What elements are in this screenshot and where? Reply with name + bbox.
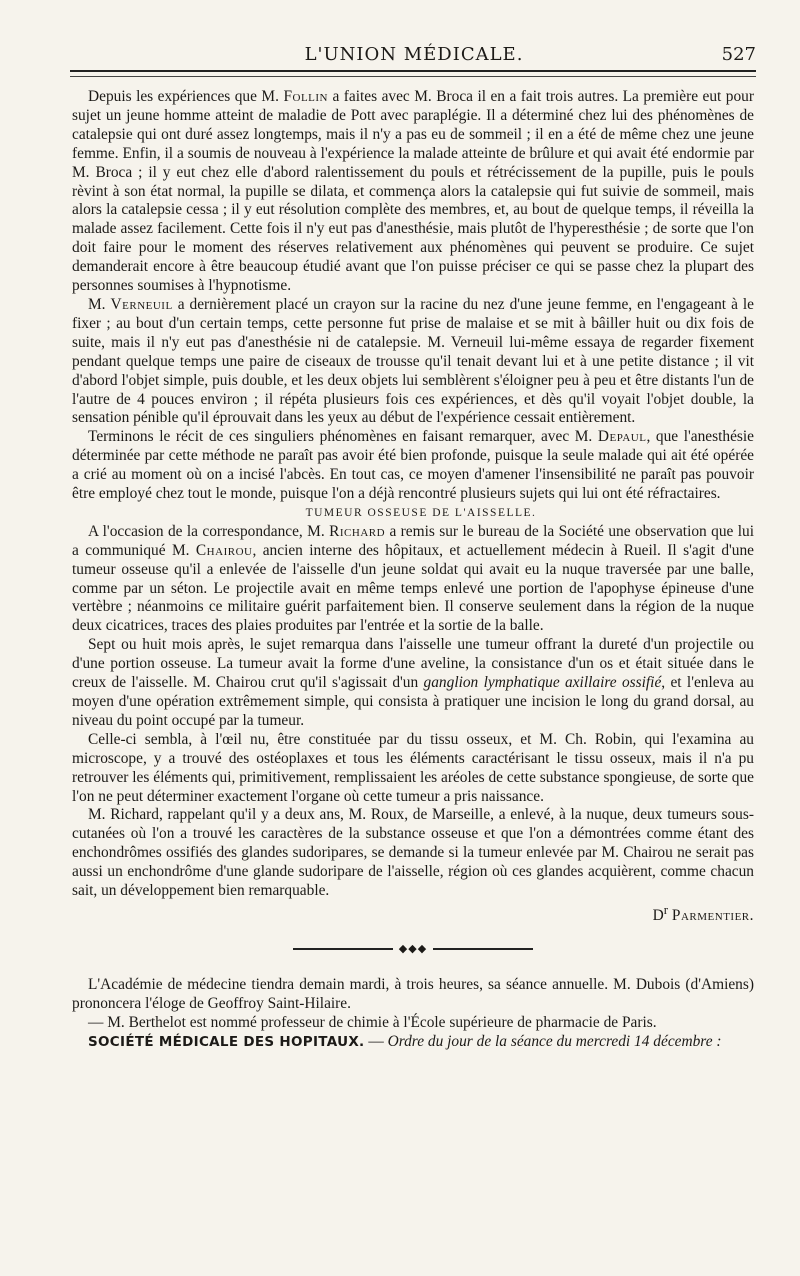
- paragraph-8: L'Académie de médecine tiendra demain mardi, à trois heures, sa séance annuelle. M. Dubois (d'Amiens) prononcera l'éloge de Geoffroy Saint-Hilaire.: [72, 976, 754, 1012]
- signature-name: Parmentier.: [671, 907, 754, 925]
- paragraph-5-italic: ganglion lymphatique axillaire ossifié: [423, 674, 662, 692]
- journal-title: L'UNION MÉDICALE.: [304, 44, 524, 65]
- paragraph-2: [72, 296, 754, 428]
- paragraph-10: [72, 1033, 754, 1052]
- header-rule-thin: [70, 76, 756, 77]
- page-number: 527: [721, 44, 756, 65]
- ornament-line-left: [293, 948, 393, 950]
- paragraph-9: — M. Berthelot est nommé professeur de chimie à l'École supérieure de pharmacie de Paris.: [88, 1013, 657, 1031]
- signature-sup: r: [663, 902, 669, 917]
- paragraph-1-pre: Depuis les expériences que M.: [88, 88, 284, 105]
- ornamental-divider: [293, 944, 533, 954]
- running-header: [72, 40, 756, 70]
- name-verneuil: Verneuil: [110, 295, 173, 313]
- paragraph-6: Celle-ci sembla, à l'œil nu, être constituée par du tissu osseux, et M. Ch. Robin, qui l'examina au microscope, y a trouvé des ostéoplaxes et tous les éléments caractérisant le tissu osseux, mais il n'a pu retrouver les éléments qui, primitivement, remplissaient les aréoles de cette substance spongieuse, de sorte que l'on ne peut déterminer exactement l'organe où cette tumeur a pris naissance.: [72, 730, 754, 805]
- paragraph-3: [72, 428, 754, 504]
- paragraph-5-post: , et l'enleva au moyen d'une opération extrêmement simple, qui consista à pratiquer une incision le long du grand dorsal, au niveau du point occupé par la tumeur.: [72, 674, 754, 729]
- header-rule-thick: [70, 70, 756, 72]
- article-body: [72, 88, 754, 1052]
- society-heading: SOCIÉTÉ MÉDICALE DES HOPITAUX.: [88, 1033, 365, 1050]
- paragraph-3-post: , que l'anesthésie déterminée par cette méthode ne paraît pas avoir été bien profonde, puisque la seule malade qui ait été opérée a crié au moment où on a incisé l'abcès. En tout cas, ce moyen d'amener l'insensibilité ne paraît pas pouvoir être employé chez tout le monde, puisque l'on a déjà rencontré plusieurs sujets qui lui ont été réfractaires.: [72, 428, 754, 503]
- paragraph-4-mid: a remis sur le bureau de la Société une observation que lui a communiqué M.: [72, 522, 755, 559]
- author-signature: [72, 901, 754, 926]
- paragraph-4-pre: A l'occasion de la correspondance, M.: [88, 522, 330, 540]
- paragraph-3-pre: Terminons le récit de ces singuliers phénomènes en faisant remarquer, avec M.: [88, 428, 598, 446]
- paragraph-2-post: a dernièrement placé un crayon sur la racine du nez d'une jeune femme, en l'engageant à le fixer ; au bout d'un certain temps, cette personne fut prise de malaise et se mit à bâiller huit ou dix fois de suite, mais il n'y eut pas d'anesthésie ni de catalepsie. M. Verneuil lui-même essaya de regarder fixement pendant quelque temps une paire de ciseaux de trousse qu'il tenait devant lui et à une petite distance ; il vit d'abord l'objet simple, puis double, et les deux objets lui semblèrent s'éloigner peu à peu et être distants l'un de l'autre de 4 pouces environ ; il répéta plusieurs fois ces expériences, et dès qu'il voyait l'objet double, la sensation pénible qu'il éprouvait dans les yeux au début de l'expérience cessait entièrement.: [72, 295, 754, 427]
- name-depaul: Depaul: [597, 428, 647, 446]
- paragraph-2-pre: M.: [88, 295, 111, 313]
- name-chairou: Chairou: [195, 541, 253, 559]
- ornament-line-right: [433, 948, 533, 950]
- paragraph-4: [72, 523, 754, 636]
- paragraph-1-post: a faites avec M. Broca il en a fait trois autres. La première eut pour sujet un jeune homme atteint de maladie de Pott avec paraplégie. Il a déterminé chez lui des phénomènes de catalepsie qui ont duré assez longtemps, mais il n'y a pas eu de sommeil ; il en a été de même chez une jeune femme. Enfin, il a soumis de nouveau à l'expérience la malade atteinte de brûlure et qui avait été endormie par M. Broca ; il y eut chez elle d'abord ralentissement du pouls et rétrécissement de la pupille, puis le pouls rèvint à son état normal, la pupille se dilata, et commença alors la catalepsie qui fut suivie de sommeil, mais alors la catalepsie cessa ; il y eut résolution complète des membres, et, au bout de quelque temps, il réveilla la malade assez facilement. Cette fois il n'y eut pas d'anesthésie, mais plutôt de l'hyperesthésie ; de sorte que l'on doit faire pour le moment des réserves relativement aux phénomènes qui peuvent se produire. Ce sujet demanderait encore à être beaucoup étudié avant que l'on puisse préciser ce qui se passe chez la plupart des personnes soumises à l'hypnotisme.: [72, 88, 754, 295]
- ornament-dots-icon: ◆◆◆: [398, 943, 428, 955]
- paragraph-5-pre: Sept ou huit mois après, le sujet remarqua dans l'aisselle une tumeur offrant la dureté d'un projectile ou d'une portion osseuse. La tumeur avait la forme d'une aveline, la consistance d'un os et était située dans le creux de l'aisselle. M. Chairou crut qu'il s'agissait d'un: [72, 636, 754, 692]
- paragraph-7: M. Richard, rappelant qu'il y a deux ans, M. Roux, de Marseille, a enlevé, à la nuque, deux tumeurs sous-cutanées où l'on a trouvé les caractères de la substance osseuse et que l'on a démontrées comme étant des enchondrômes ossifiés des glandes sudoripares, se demande si la tumeur enlevée par M. Chairou ne serait pas aussi un enchondrôme d'une glande sudoripare de l'aisselle, région où ces glandes acquièrent, comme chacun sait, un développement bien remarquable.: [72, 806, 754, 900]
- paragraph-1: [72, 88, 754, 296]
- signature-prefix: D: [652, 907, 664, 925]
- paragraph-5: [72, 636, 754, 731]
- paragraph-4-post: , ancien interne des hôpitaux, et actuellement médecin à Rueil. Il s'agit d'une tumeur osseuse qu'il a enlevée de l'aisselle d'un jeune soldat qui avait eu la nuque traversée par une balle, comme par un séton. Le projectile avait en même temps enlevé une portion de l'apophyse épineuse d'une vertèbre ; néanmoins ce militaire guérit parfaitement bien. Il conserve seulement dans la région de la nuque deux cicatrices, traces des plaies produites par l'entrée et la sortie de la balle.: [72, 541, 755, 635]
- heading-separator: —: [364, 1032, 388, 1050]
- name-follin: Follin: [283, 88, 328, 105]
- name-richard: Richard: [329, 522, 386, 540]
- section-title: TUMEUR OSSEUSE DE L'AISSELLE.: [305, 506, 537, 519]
- agenda-title: Ordre du jour de la séance du mercredi 14 décembre :: [387, 1032, 722, 1050]
